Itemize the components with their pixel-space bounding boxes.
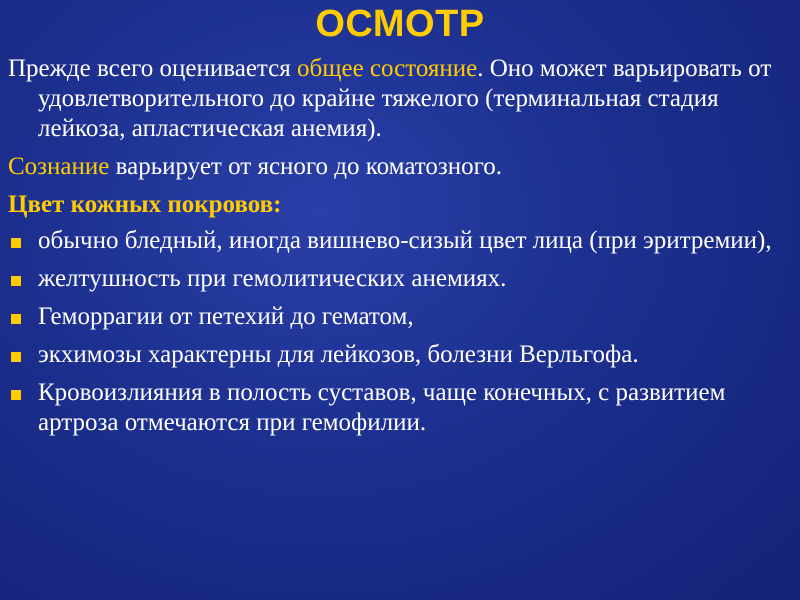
list-item-text: желтушность при гемолитических анемиях. — [38, 265, 507, 292]
skin-color-heading: Цвет кожных покровов: — [8, 191, 282, 218]
intro-prefix: Прежде всего оценивается — [8, 55, 298, 82]
list-item — [8, 264, 793, 294]
list-item — [8, 226, 793, 256]
slide-content — [8, 54, 793, 446]
square-bullet-icon — [11, 314, 21, 324]
consciousness-highlight: Сознание — [8, 153, 110, 180]
list-item — [8, 378, 793, 438]
intro-paragraph — [8, 54, 793, 144]
list-item-text: обычно бледный, иногда вишнево-сизый цвет лица (при эритремии), — [38, 227, 772, 254]
square-bullet-icon — [11, 390, 21, 400]
consciousness-suffix: варьирует от ясного до коматозного. — [109, 153, 503, 180]
square-bullet-icon — [11, 276, 21, 286]
list-item-text: экхимозы характерны для лейкозов, болезни Верльгофа. — [38, 341, 639, 368]
list-item-text: Геморрагии от петехий до гематом, — [38, 303, 414, 330]
skin-color-list — [8, 226, 793, 438]
square-bullet-icon — [11, 238, 21, 248]
list-item — [8, 340, 793, 370]
slide-title: ОСМОТР — [315, 3, 485, 45]
square-bullet-icon — [11, 352, 21, 362]
intro-suffix: . Оно может варьировать от удовлетворительного до крайне тяжелого (терминальная стадия лейкоза, апластическая анемия). — [38, 55, 772, 142]
consciousness-paragraph — [8, 152, 793, 182]
list-item-text: Кровоизлияния в полость суставов, чаще конечных, с развитием артроза отмечаются при гемофилии. — [38, 379, 726, 436]
list-item — [8, 302, 793, 332]
intro-highlight: общее состояние — [297, 55, 478, 82]
